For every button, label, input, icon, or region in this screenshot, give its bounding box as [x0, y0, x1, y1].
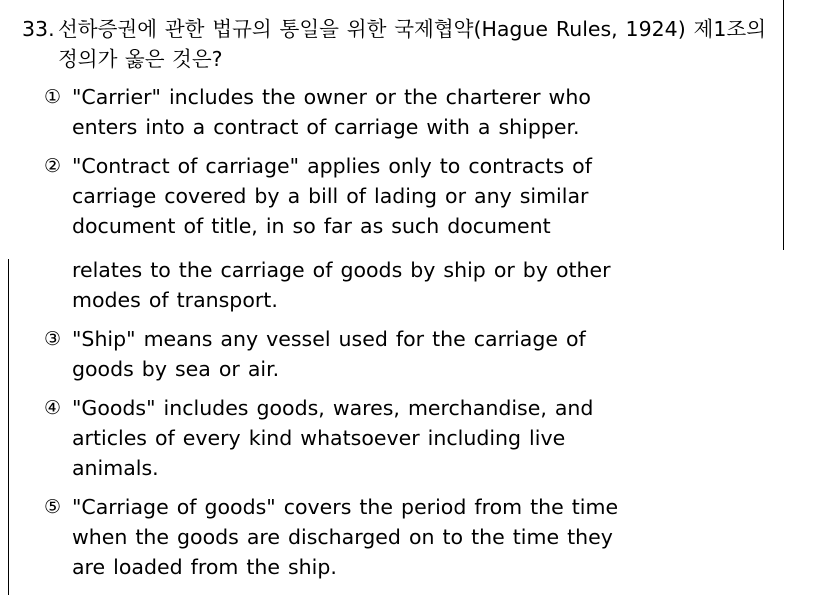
- choice-line: relates to the carriage of goods by ship or by other: [72, 258, 611, 282]
- choice-list: [22, 82, 766, 582]
- choice-marker: ⑤: [44, 496, 62, 518]
- choice-line: "Contract of carriage" applies only to contracts of: [72, 154, 592, 178]
- choice-option-5[interactable]: [44, 492, 766, 582]
- choice-line: are loaded from the ship.: [72, 555, 337, 579]
- column-break-gap: [72, 241, 766, 255]
- choice-line: "Carrier" includes the owner or the charterer who: [72, 85, 591, 109]
- choice-option-3[interactable]: [44, 324, 766, 384]
- question-number: 33.: [22, 17, 55, 41]
- choice-marker: ①: [44, 86, 62, 108]
- choice-line: enters into a contract of carriage with a shipper.: [72, 115, 580, 139]
- choice-marker: ④: [44, 397, 62, 419]
- choice-line: carriage covered by a bill of lading or any similar: [72, 184, 589, 208]
- choice-line: "Goods" includes goods, wares, merchandise, and: [72, 396, 594, 420]
- choice-option-1[interactable]: [44, 82, 766, 142]
- choice-marker: ②: [44, 155, 62, 177]
- choice-option-4[interactable]: [44, 393, 766, 483]
- choice-line: modes of transport.: [72, 288, 278, 312]
- choice-line: document of title, in so far as such document: [72, 214, 551, 238]
- choice-line: when the goods are discharged on to the time they: [72, 525, 613, 549]
- choice-line: animals.: [72, 456, 159, 480]
- choice-marker: ③: [44, 328, 62, 350]
- choice-line: "Carriage of goods" covers the period from the time: [72, 495, 619, 519]
- choice-text: [72, 82, 766, 142]
- choice-text: [72, 393, 766, 483]
- choice-option-2[interactable]: [44, 151, 766, 315]
- choice-text: [72, 324, 766, 384]
- question-text: 선하증권에 관한 법규의 통일을 위한 국제협약(Hague Rules, 1924) 제1조의 정의가 옳은 것은?: [58, 17, 766, 71]
- choice-line: "Ship" means any vessel used for the carriage of: [72, 327, 586, 351]
- choice-line: goods by sea or air.: [72, 357, 280, 381]
- choice-text: [72, 151, 766, 315]
- question-stem: [22, 14, 766, 74]
- choice-line: articles of every kind whatsoever including live: [72, 426, 566, 450]
- choice-text: [72, 492, 766, 582]
